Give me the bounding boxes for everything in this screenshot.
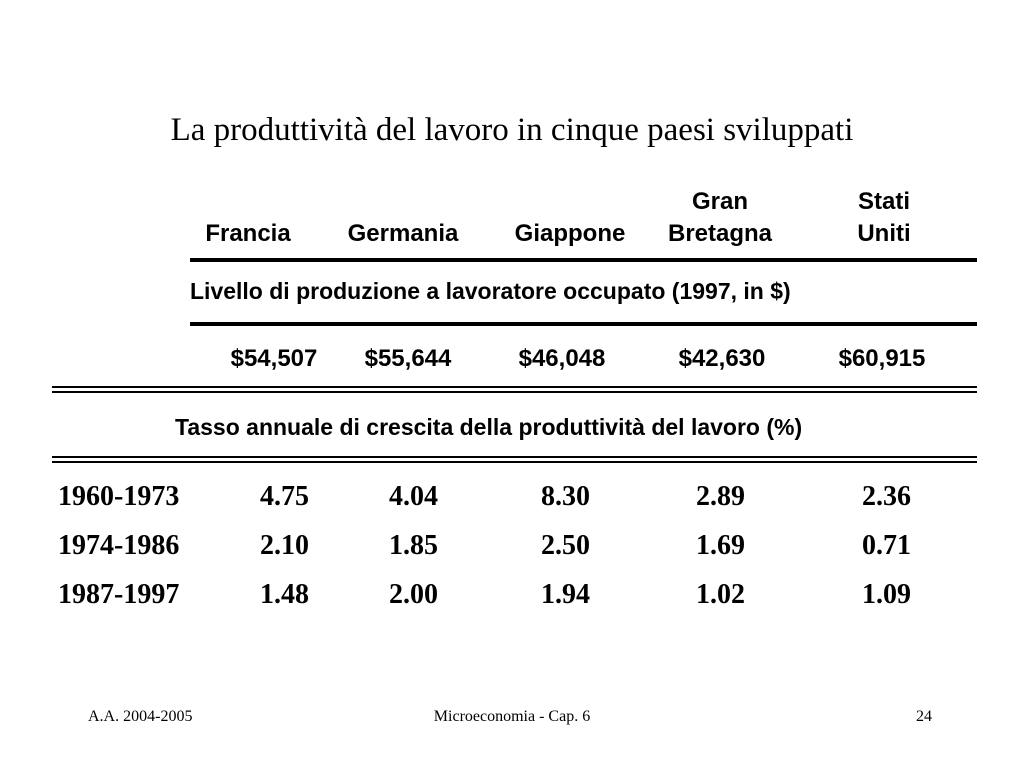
level-heading-rule xyxy=(190,322,977,326)
column-header-line1: Gran xyxy=(691,188,748,215)
slide-title: La produttività del lavoro in cinque paesi sviluppati xyxy=(170,112,854,148)
level-value-stati-uniti: $60,915 xyxy=(838,345,926,372)
growth-value-stati-uniti: 2.36 xyxy=(862,481,911,512)
double-rule-top xyxy=(52,456,977,458)
column-header-giappone xyxy=(500,186,640,250)
double-rule-bottom xyxy=(52,461,977,463)
period-label: 1987-1997 xyxy=(58,579,180,610)
level-value-germania: $55,644 xyxy=(364,345,452,372)
column-header-stati-uniti xyxy=(834,186,934,250)
growth-value-germania: 2.00 xyxy=(389,579,438,610)
column-header-line2: Francia xyxy=(205,220,291,247)
growth-value-stati-uniti: 0.71 xyxy=(862,530,911,561)
growth-value-francia: 4.75 xyxy=(260,481,309,512)
column-header-line1 xyxy=(500,186,640,218)
level-value-francia: $54,507 xyxy=(230,345,318,372)
column-header-line2: Giappone xyxy=(514,220,626,247)
column-header-line1 xyxy=(333,186,473,218)
growth-value-germania: 4.04 xyxy=(389,481,438,512)
column-header-germania xyxy=(333,186,473,250)
header-rule xyxy=(190,258,977,262)
column-header-line2: Uniti xyxy=(857,220,911,247)
growth-value-gran-bretagna: 1.02 xyxy=(696,579,745,610)
column-header-line2: Bretagna xyxy=(667,220,773,247)
footer-course-chapter: Microeconomia - Cap. 6 xyxy=(433,708,591,725)
growth-value-giappone: 8.30 xyxy=(541,481,590,512)
double-rule-top xyxy=(52,386,977,388)
growth-value-francia: 2.10 xyxy=(260,530,309,561)
level-section-heading: Livello di produzione a lavoratore occupato (1997, in $) xyxy=(190,278,791,304)
level-value-gran-bretagna: $42,630 xyxy=(678,345,766,372)
double-rule-bottom xyxy=(52,391,977,393)
level-value-giappone: $46,048 xyxy=(518,345,606,372)
footer-academic-year: A.A. 2004-2005 xyxy=(88,708,193,725)
column-header-line2: Germania xyxy=(347,220,459,247)
growth-value-francia: 1.48 xyxy=(260,579,309,610)
footer-page-number: 24 xyxy=(916,708,932,725)
column-header-gran-bretagna xyxy=(655,186,785,250)
growth-value-gran-bretagna: 1.69 xyxy=(696,530,745,561)
column-header-line1: Stati xyxy=(857,188,910,215)
growth-value-giappone: 2.50 xyxy=(541,530,590,561)
growth-value-germania: 1.85 xyxy=(389,530,438,561)
growth-value-stati-uniti: 1.09 xyxy=(862,579,911,610)
growth-value-giappone: 1.94 xyxy=(541,579,590,610)
period-label: 1974-1986 xyxy=(58,530,180,561)
column-header-francia xyxy=(188,186,308,250)
column-header-line1 xyxy=(188,186,308,218)
growth-section-heading: Tasso annuale di crescita della produttività del lavoro (%) xyxy=(175,414,803,440)
period-label: 1960-1973 xyxy=(58,481,180,512)
growth-value-gran-bretagna: 2.89 xyxy=(696,481,745,512)
